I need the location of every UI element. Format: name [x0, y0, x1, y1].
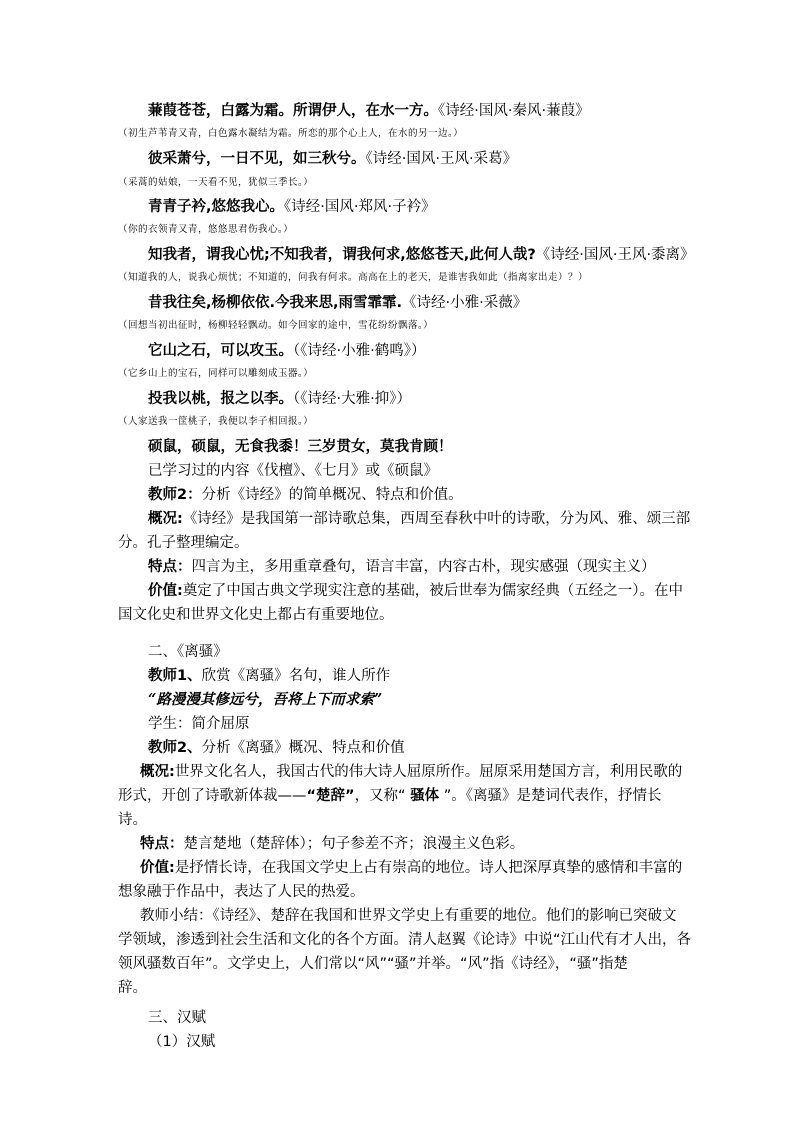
summary-1: 教师小结：《诗经》、楚辞在我国和世界文学史上有重要的地位。他们的影响已突破文	[140, 908, 677, 924]
verse: 蒹葭苍苍，白露为霜。所谓伊人，在水一方。	[148, 103, 438, 119]
chuci-term: “楚辞”	[306, 788, 355, 804]
shijing-overview-1	[148, 509, 690, 529]
text: ，又称“	[354, 788, 411, 804]
label: 特点：	[148, 559, 192, 575]
source: （《诗经·小雅·鹤鸣》）	[293, 343, 426, 359]
text: 形式，开创了诗歌新体裁——	[118, 788, 307, 804]
label: 价值:	[148, 583, 183, 599]
text: 欣赏《离骚》名句，谁人所作	[201, 668, 391, 684]
lisao-value-1	[140, 858, 682, 878]
lisao-value-2: 想象融于作品中，表达了人民的热爱。	[118, 884, 365, 900]
lisao-features	[140, 834, 524, 854]
poem-line-2	[148, 149, 517, 169]
translation-1: （初生芦苇青又青，白色露水凝结为霜。所恋的那个心上人，在水的另一边。）	[118, 128, 464, 139]
translation-5: （回想当初出征时，杨柳轻轻飘动。如今回家的途中，雪花纷纷飘落。）	[118, 320, 434, 331]
text: 世界文化名人，我国古代的伟大诗人屈原所作。屈原采用楚国方言，利用民歌的	[174, 764, 683, 780]
text: 奠定了中国古典文学现实注意的基础，被后世奉为儒家经典（五经之一）。在中	[182, 583, 684, 599]
section-2-title: 二、《离骚》	[148, 644, 228, 660]
poem-line-7	[148, 389, 411, 409]
shijing-value-1	[148, 581, 683, 601]
summary-3: 领风骚数百年”。文学史上，人们常以“风”“骚”并举。“风”指《诗经》，“骚”指楚	[118, 956, 628, 972]
lisao-quote: “路漫漫其修远兮，吾将上下而求索”	[148, 691, 383, 708]
source: 《诗经·小雅·采薇》	[402, 295, 528, 311]
verse: 青青子衿,悠悠我心。	[148, 199, 285, 215]
poem-line-8: 硕鼠，硕鼠，无食我黍！三岁贯女，莫我肯顾！	[148, 439, 453, 455]
lisao-overview-3: 诗。	[118, 812, 147, 828]
translation-2: （采蒿的姑娘，一天看不见，犹似三季长。）	[118, 177, 314, 188]
translation-7: （人家送我一筐桃子，我便以李子相回报。）	[118, 416, 314, 427]
verse: 昔我往矣,杨柳依依.今我来思,雨雪霏霏.	[148, 295, 403, 311]
poem-line-1	[148, 101, 590, 121]
text: 是抒情长诗，在我国文学史上占有崇高的地位。诗人把深厚真挚的感情和丰富的	[174, 860, 683, 876]
verse: 彼采萧兮，一日不见，如三秋兮。	[148, 151, 366, 167]
text: 四言为主，多用重章叠句，语言丰富，内容古朴，现实感强（现实主义）	[191, 559, 656, 575]
poem-line-3	[148, 197, 436, 217]
section-3-title: 三、汉赋	[148, 1010, 206, 1026]
lisao-overview-1	[140, 762, 682, 782]
shijing-value-2: 国文化史和世界文化史上都占有重要地位。	[118, 607, 394, 623]
source: 《诗经·国风·郑风·子衿》	[284, 199, 436, 215]
source: 《诗经·国风·王风·黍离》	[535, 247, 695, 263]
poem-line-4	[148, 245, 695, 265]
summary-2: 学领域，渗透到社会生活和文化的各个方面。清人赵翼《论诗》中说“江山代有才人出，各	[118, 932, 692, 948]
translation-4: （知道我的人，说我心烦忧；不知道的，问我有何求。高高在上的老天，是谁害我如此（指离家出走）？）	[118, 272, 589, 283]
student-line: 学生：简介屈原	[148, 716, 250, 732]
text: ”。《离骚》是楚词代表作，抒情长	[439, 788, 662, 804]
shijing-features	[148, 557, 656, 577]
lisao-overview-2	[118, 786, 662, 806]
label: 教师2：	[148, 487, 202, 503]
teacher-2-lisao	[148, 738, 405, 758]
source: 《诗经·国风·秦风·蒹葭》	[438, 103, 590, 119]
source: 《诗经·国风·王风·采葛》	[365, 151, 518, 167]
teacher-2-shijing	[148, 485, 463, 505]
poem-line-5	[148, 293, 527, 313]
section-3-subtitle: （1）汉赋	[148, 1034, 216, 1050]
text: 分析《诗经》的简单概况、特点和价值。	[201, 487, 463, 503]
summary-4: 辞。	[118, 980, 147, 996]
translation-3: （你的衣领青又青，悠悠思君伤我心。）	[118, 224, 294, 235]
label: 教师1、	[148, 668, 202, 684]
teacher-1-lisao	[148, 666, 390, 686]
verse: 投我以桃，报之以李。	[148, 391, 293, 407]
verse: 它山之石，可以攻玉。	[148, 343, 293, 359]
label: 概况:	[140, 764, 175, 780]
text: 分析《离骚》概况、特点和价值	[201, 740, 405, 756]
learned-content: 已学习过的内容《伐檀》、《七月》或《硕鼠》	[148, 463, 438, 479]
saoti-term: 骚体	[410, 788, 440, 804]
text: 楚言楚地（楚辞体）；句子参差不齐；浪漫主义色彩。	[183, 836, 525, 852]
label: 概况:	[148, 511, 183, 527]
text: 《诗经》是我国第一部诗歌总集，西周至春秋中叶的诗歌，分为风、雅、颂三部	[182, 511, 691, 527]
label: 特点：	[140, 836, 184, 852]
verse: 知我者，谓我心忧;不知我者，谓我何求,悠悠苍天,此何人哉?	[148, 247, 536, 263]
label: 教师2、	[148, 740, 202, 756]
label: 价值:	[140, 860, 175, 876]
translation-6: （它乡山上的宝石，同样可以雕刻成玉器。）	[118, 368, 314, 379]
poem-line-6	[148, 341, 425, 361]
shijing-overview-2: 分。孔子整理编定。	[118, 535, 249, 551]
source: （《诗经·大雅·抑》）	[293, 391, 411, 407]
